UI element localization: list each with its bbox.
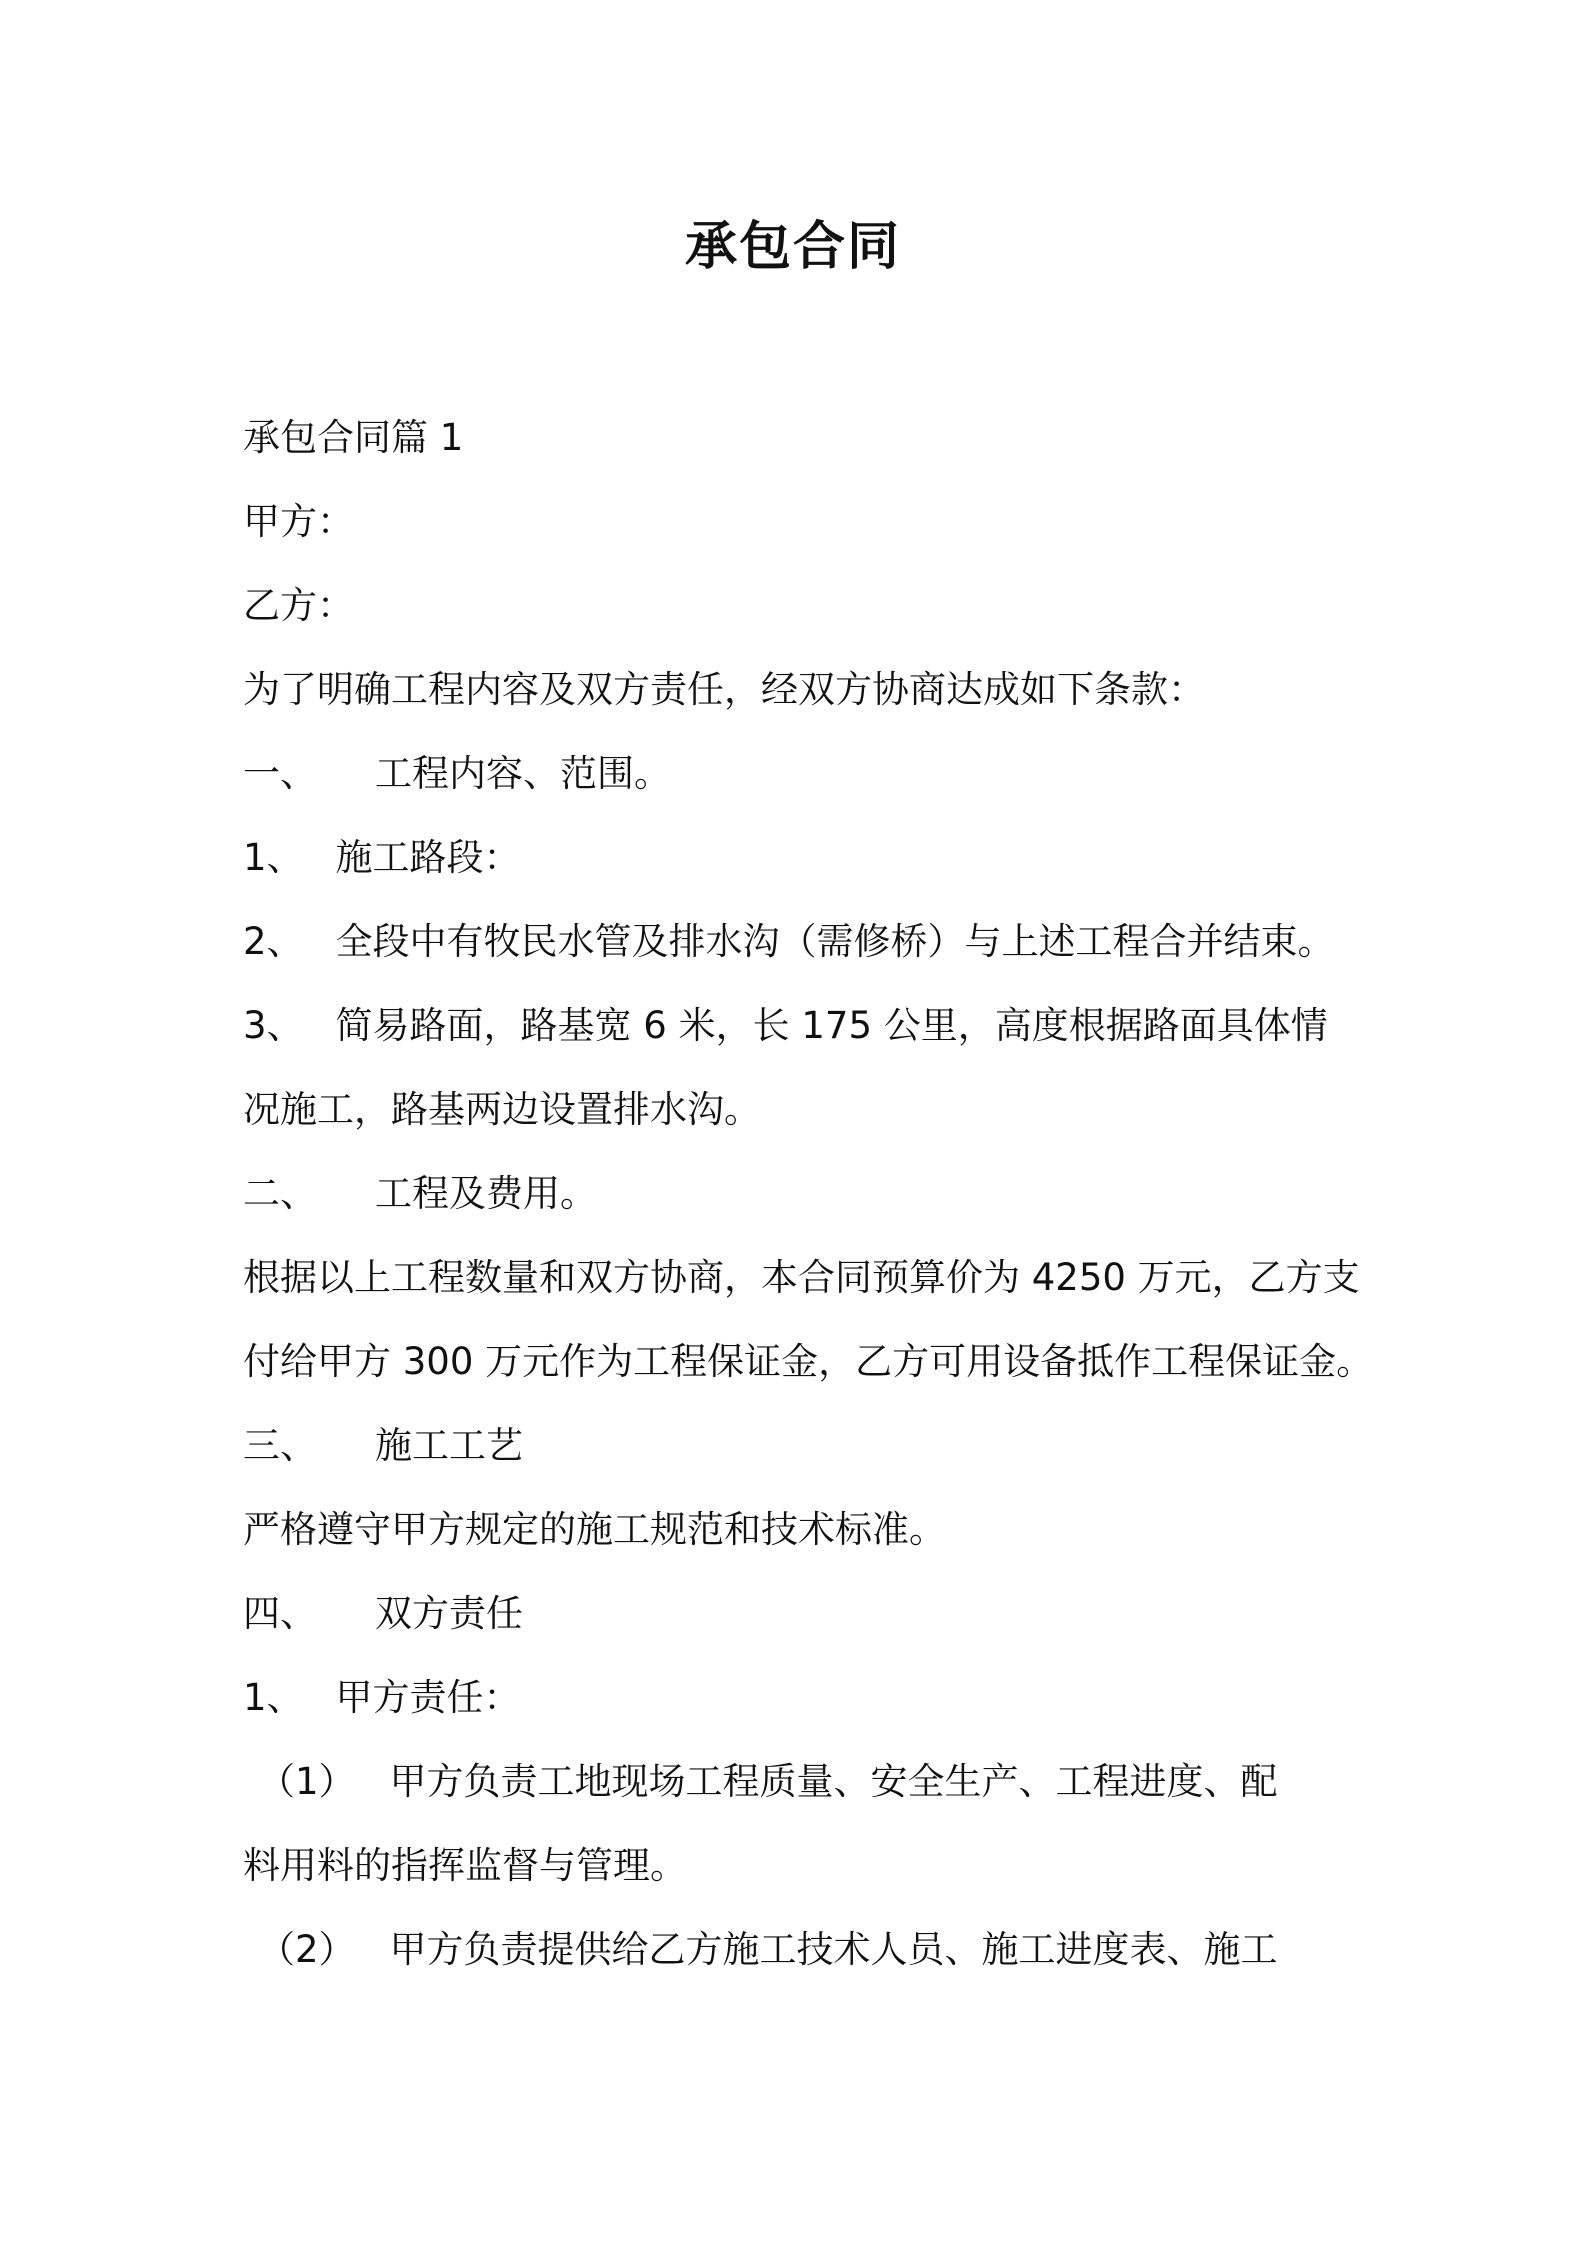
clause-1-item-2 [243, 917, 1335, 967]
clause-1-heading [243, 749, 671, 799]
clause-number: 三、 [243, 1424, 317, 1467]
clause-1-item-1 [243, 833, 521, 883]
sub-text: 甲方负责提供给乙方施工技术人员、施工进度表、施工 [389, 1928, 1278, 1971]
section-heading: 承包合同篇 1 [243, 416, 464, 459]
item-text: 简易路面，路基宽 6 米，长 175 公里，高度根据路面具体情 [335, 1004, 1328, 1047]
sub-number: （1） [258, 1760, 356, 1803]
sub-number: （2） [258, 1928, 356, 1971]
clause-4-item-1 [243, 1673, 521, 1723]
item-number: 2、 [243, 920, 304, 963]
clause-1-item-3-continuation: 况施工，路基两边设置排水沟。 [243, 1088, 761, 1131]
clause-number: 二、 [243, 1172, 317, 1215]
item-number: 1、 [243, 836, 304, 879]
clause-4-heading [243, 1589, 523, 1639]
sub-text: 甲方负责工地现场工程质量、安全生产、工程进度、配 [389, 1760, 1278, 1803]
clause-text: 工程内容、范围。 [375, 752, 671, 795]
clause-3-body: 严格遵守甲方规定的施工规范和技术标准。 [243, 1508, 946, 1551]
clause-text: 工程及费用。 [375, 1172, 597, 1215]
party-a-line: 甲方： [243, 500, 354, 543]
clause-2-body-line-2: 付给甲方 300 万元作为工程保证金，乙方可用设备抵作工程保证金。 [243, 1340, 1374, 1383]
clause-number: 一、 [243, 752, 317, 795]
item-text: 全段中有牧民水管及排水沟（需修桥）与上述工程合并结束。 [335, 920, 1335, 963]
preamble: 为了明确工程内容及双方责任，经双方协商达成如下条款： [243, 668, 1205, 711]
item-number: 1、 [243, 1676, 304, 1719]
clause-text: 双方责任 [375, 1592, 523, 1635]
clause-2-heading [243, 1169, 597, 1219]
clause-1-item-3 [243, 1001, 1328, 1051]
clause-number: 四、 [243, 1592, 317, 1635]
clause-2-body-line-1: 根据以上工程数量和双方协商，本合同预算价为 4250 万元，乙方支 [243, 1256, 1360, 1299]
clause-4-sub-1-continuation: 料用料的指挥监督与管理。 [243, 1844, 687, 1887]
clause-text: 施工工艺 [375, 1424, 523, 1467]
clause-3-heading [243, 1421, 523, 1471]
party-b-line: 乙方： [243, 584, 354, 627]
document-title: 承包合同 [684, 217, 901, 277]
item-text: 施工路段： [335, 836, 521, 879]
clause-4-sub-2 [258, 1925, 1278, 1975]
clause-4-sub-1 [258, 1757, 1278, 1807]
item-text: 甲方责任： [335, 1676, 521, 1719]
item-number: 3、 [243, 1004, 304, 1047]
